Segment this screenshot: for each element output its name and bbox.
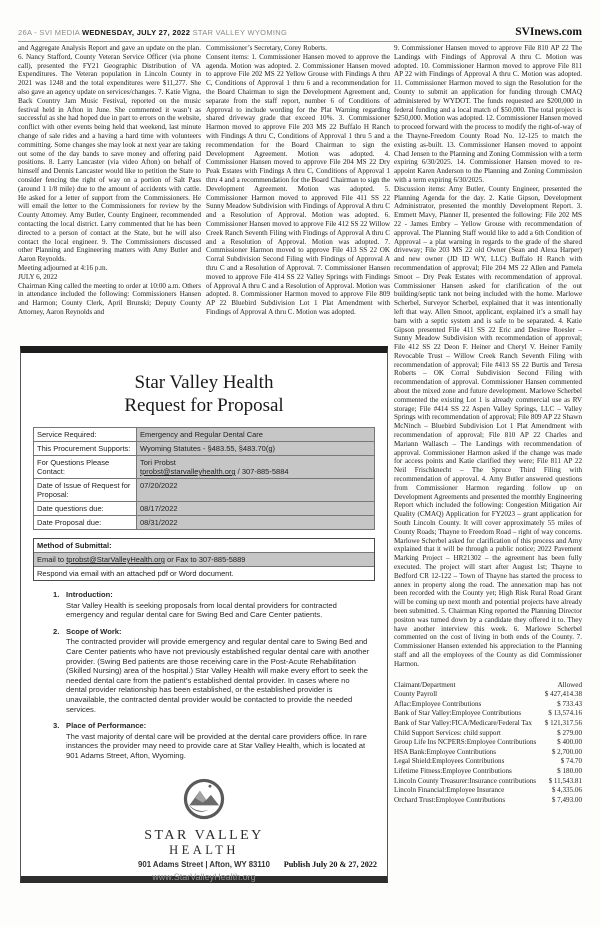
- rfp-ad-box: [20, 346, 388, 883]
- logo-website-link[interactable]: www.StarValleyHealth.org: [152, 871, 256, 882]
- news-paragraph: Meeting adjourned at 4:16 p.m.: [18, 263, 108, 272]
- rfp-info-label: Service Required:: [34, 428, 137, 441]
- section-number: 1.: [53, 590, 60, 599]
- claim-amount: $ 121,317.56: [544, 718, 582, 727]
- claims-header-row: [394, 681, 582, 691]
- rfp-title: [33, 371, 375, 417]
- claim-name: Bank of Star Valley:Employee Contributions: [394, 709, 522, 718]
- claim-row: [394, 767, 582, 777]
- logo-name-line2: HEALTH: [169, 842, 239, 857]
- contact-email-link[interactable]: tprobst@starvalleyhealth.org: [140, 467, 236, 476]
- rfp-info-value: Wyoming Statutes - §483.55, §483.70(g): [137, 442, 374, 455]
- claim-name: Lifetime Fitness:Employee Contributions: [394, 766, 512, 775]
- section-number: 3.: [53, 721, 60, 731]
- claim-amount: $ 733.43: [557, 699, 582, 708]
- method-email-row: Email to tprobst@StarValleyHealth.org or Fax to 307-885-5889: [34, 553, 374, 567]
- claims-table: [394, 681, 582, 806]
- claim-name: HSA Bank:Employee Contributions: [394, 747, 497, 756]
- claim-name: Child Support Services: child support: [394, 728, 501, 737]
- rfp-info-row: [34, 502, 374, 516]
- section-number: 2.: [53, 626, 60, 636]
- claim-row: [394, 690, 582, 700]
- section-body: Star Valley Health is seeking proposals from local dental providers for contracted emergency and regular dental care for Swing Bed and Care Center patients.: [66, 600, 337, 620]
- rfp-info-row: [34, 456, 374, 479]
- masthead: [18, 26, 582, 42]
- section-body: The vast majority of dental care will be provided at the dental care providers office. In rare instances the provider may need to provide care at Star Valley Health, which is located at 901 Adams Street, Afton, Wyoming.: [66, 731, 367, 760]
- claim-amount: $ 180.00: [557, 766, 582, 775]
- claim-row: [394, 738, 582, 748]
- rfp-info-value: 07/20/2022: [137, 479, 374, 501]
- section-heading: Introduction:: [66, 590, 113, 599]
- rfp-sections: [33, 590, 375, 761]
- news-paragraph: 9. Commissioner Hansen moved to approve File 810 AP 22 The Landings with Findings of Approval A thru C. Motion was adopted. 10. Commissioner Harmon moved to approve File 811 AP 22 with Findings of Approval A thru C. Motion was adopted. 11. Commissioner Harmon moved to sign the Resolution for the County to submit an application for funding through CMAQ administered by WYDOT. The funds requested are $200,000 in federal funding and a local match of $50,000. The total project is $250,000. Motion was adopted. 12. Commissioner Hansen moved to proceed forward with the process to modify the right-of-way of the Thayne-Freedom County Road No. 12-125 to match the existing as-built. 13. Commissioner Hansen moved to appoint Chad Jensen to the Planning and Zoning Commission with a term expiring 6/30/2025. 14. Commissioner Hansen moved to re- appoint Karen Anderson to the Planning and Zoning Commission with a term expiring 6/30/2025.: [394, 44, 582, 184]
- rfp-info-label: Date questions due:: [34, 502, 137, 515]
- news-paragraph: and Aggregate Analysis Report and gave an update on the plan. 6. Nancy Stafford, County Veteran Service Officer (via phone call), presented the FY21 Geographic Distribution of VA Expenditures. The Veteran population in Lincoln County in 2021 was 1248 and the total expenditures were $11,277. She also gave an agency update on services/changes. 7. Katie Vigna, Back Country Jam Music Festival, reported on the music festival held in Afton in June. She commented it wasn’t as successful as she had hoped due in part to errors on the website, conflict with other events being held that weekend, last minute change of sale rides and a having a hard time with volunteers committing. Some changes she may look at next year are taking out some of the day bands to save money and offering paid positions. 8. Larry Lancaster (via video Afton) on behalf of himself and Dennis Lancaster would like to petition the State to consider fencing the right of way on a portion of Salt Pass (around 1 1/8 mile) due to the amount of accidents with cattle. He asked for a letter of support from the Commissioners. He will email the letter to the Commissioners for review by the County Attorney. Amy Butler, County Engineer, recommended contacting the local district. Larry commented that he has been directed to a person of contact at the State, but he will also contact the local engineer. 9. The Commissioners discussed other Planning and Engineering matters with Amy Butler and Aaron Reynolds.: [18, 44, 201, 264]
- submittal-email-link[interactable]: tprobst@StarValleyHealth.org: [66, 555, 165, 564]
- claim-name: Orchard Trust:Employee Contributions: [394, 795, 506, 804]
- claim-amount: $ 11,543.81: [548, 776, 582, 785]
- claim-row: [394, 777, 582, 787]
- claim-row: [394, 709, 582, 719]
- page-label: 26A - SVI MEDIA: [18, 28, 80, 37]
- masthead-left: [18, 28, 287, 37]
- section-heading: Scope of Work:: [66, 626, 122, 636]
- rfp-section: [33, 721, 375, 760]
- claim-amount: $ 7,493.00: [551, 795, 582, 804]
- claim-amount: $ 427,414.38: [544, 690, 582, 699]
- claim-row: [394, 700, 582, 710]
- site-url: SVInews.com: [515, 26, 582, 38]
- claims-header-amount: Allowed: [557, 680, 582, 689]
- claim-row: [394, 748, 582, 758]
- news-paragraph: Chairman King called the meeting to order at 10:00 a.m. Others in attendance included the following: Commissioners Hansen and Harmon; County Clerk, April Brunski; Deputy County Attorney, Aaron Reynolds and: [18, 281, 201, 316]
- claim-name: Bank of Star Valley:FICA/Medicare/Federal Tax: [394, 718, 532, 727]
- claim-amount: $ 2,700.00: [551, 747, 582, 756]
- claim-row: [394, 729, 582, 739]
- claim-row: [394, 757, 582, 767]
- rfp-info-value: 08/17/2022: [137, 502, 374, 515]
- masthead-location: STAR VALLEY WYOMING: [192, 28, 288, 37]
- logo-name-line1: STAR VALLEY: [144, 827, 264, 843]
- claim-amount: $ 13,574.16: [548, 709, 582, 718]
- rfp-title-line2: Request for Proposal: [124, 395, 284, 416]
- issue-date: WEDNESDAY, JULY 27, 2022: [82, 28, 191, 37]
- claim-name: County Payroll: [394, 690, 438, 699]
- section-body: The contracted provider will provide emergency and regular dental care to Swing Bed and Care Center patients who have not previously established regular dental care with another provider. (Swing Bed patients are those receiving care in the Post-Acute Rehabilitation (Skilled Nursing) area of the hospital.) Star Valley Health will make every effort to seek the needed dental care from the patient’s established dental provider. In cases where no dental provider relationship has been established, or the established provider is unavailable, the contracted dental provider would be contacted to provide the needed services.: [66, 637, 370, 714]
- method-note: Respond via email with an attached pdf or Word document.: [34, 567, 374, 580]
- rfp-info-value: Tori Probst tprobst@starvalleyhealth.org / 307-885-5884: [137, 456, 374, 478]
- claim-amount: $ 74.70: [560, 757, 582, 766]
- logo-address: 901 Adams Street | Afton, WY 83110: [138, 859, 270, 869]
- news-column-2: [206, 44, 390, 317]
- claim-row: [394, 719, 582, 729]
- claim-name: Aflac:Employee Contributions: [394, 699, 482, 708]
- claim-row: [394, 796, 582, 806]
- rfp-info-row: [34, 516, 374, 530]
- news-paragraph: JULY 6, 2022: [18, 272, 58, 281]
- rfp-info-label: For Questions Please Contact:: [34, 456, 137, 478]
- publish-dates: Publish July 20 & 27, 2022: [283, 860, 377, 869]
- news-column-1: [18, 44, 201, 317]
- rfp-info-label: This Procurement Supports:: [34, 442, 137, 455]
- claim-name: Lincoln Financial:Employee Insurance: [394, 786, 505, 795]
- method-heading: Method of Submittal:: [34, 539, 374, 553]
- claim-name: Legal Shield:Employees Contributions: [394, 757, 505, 766]
- method-of-submittal-table: [33, 538, 375, 581]
- news-paragraph: Discussion items: Amy Butler, County Engineer, presented the Planning Agenda for the day. 2. Katie Gipson, Development Administrator, presented the monthly Development Report. 3. Emmett Mavy, Planner II, presented the following: File 202 MS 22 - James Embry – Yellow Grouse with recommendation of approval. The Planning Staff would like to add a 6th Condition of Approval – a plat warning in regards to the grade of the shared driveway; File 203 MS 22 old Owner (Sean and Alexa Harper) and new owner (JD ID WY, LLC) Buffalo H Ranch with recommendation of approval; File 204 MS 22 Allen and Pamela Smoot – Dry Peak Estates with recommendation of approval. Commissioner Hansen asked for clarification of the out building/septic tank not being included with the home. Marlowe Scherbel, Surveyor Scherbel, explained that it was intentionally left that way. Allen Smoot, applicant, explained it’s a small hay barn with a septic system and is safe to be separated. 4. Katie Gipson presented File 411 SS 22 Eric and Desiree Roesler – Sunny Meadow Subdivision with recommendation of approval; File 412 SS 22 Deon F. Heiner and Cheryl V. Heiner Family Revocable Trust – Willow Creek Ranch Seventh Filing with recommendation of approval; File #413 SS 22 Burtis and Teresa Roberts – OK Corral Subdivision Second Filing with recommendation of approval. Commissioner Hansen commented about the mixed zone and future development. Marlowe Scherbel commented the existing Lot 1 is already commercial use as RV storage; File #414 SS 22 Aspen Valley Springs, LLC – Valley Springs with recommendation of approval; File 809 AP 22 Shawn McNinch – Bluebird Subdivision Lot 1 Plat Amendment with recommendation of approval; File 810 AP 22 Charles and Mariann Wallasch – The Landings with recommendation of approval. Commissioner Harmon asked if the change was made for access points and Katie clarified they were; File 811 AP 22 Neil Frischknecht – The Spruce Third Filing with recommendation of approval. 4. Amy Butler answered questions from Commissioner Harmon regarding follow up on Development Agreements and presented the monthly Engineering Report which included the following: Congestion Mitigation Air Quality (CMAQ) Application for FY2023 – grant application for South Lincoln County. It will cover approximately 55 miles of County Roads; Thayne to Freedom Road – right of way concerns. Marlowe Scherbel asked for clarification of this process and Amy explained that it will be through a public notice; 2022 Pavement Marking Project – HR21302 – the agreement has been fully executed. The project will start after August 1st; Thayne to Bedford CR 12-122 – Town of Thayne has started the process to annex in property along the road. The annexation map has not been recorded with the County yet; High Risk Rural Road Grant will be coming up next month and potential projects have already been submitted. 5. Chairman King reported the Planning Director positon was turned down by a candidate they offered it to. They have another interview this week. 6. Marlowe Scherbel commented on the cost of living in both ends of the County. 7. Commissioner Hansen extended his appreciation to the Planning staff and all the employees of the County as did Commissioner Harmon.: [394, 184, 582, 668]
- rfp-info-label: Date of Issue of Request for Proposal:: [34, 479, 137, 501]
- claim-name: Group Life Ins NCPERS:Employee Contributions: [394, 738, 537, 747]
- news-paragraph: Commissioner’s Secretary, Corey Roberts.: [206, 44, 327, 52]
- section-heading: Place of Performance:: [66, 721, 147, 731]
- claim-amount: $ 400.00: [557, 738, 582, 747]
- rfp-section: [33, 627, 375, 714]
- rfp-info-row: [34, 479, 374, 502]
- rfp-info-label: Date Proposal due:: [34, 516, 137, 529]
- news-paragraph: Consent items: 1. Commissioner Hansen moved to approve the agenda. Motion was adopted. 2. Commissioner Hansen moved to approve File 202 MS 22 Yellow Grouse with Findings A thru C, Conditions of Approval 1 thru 6 and a recommendation for the Board Chairman to sign the Development Agreement and, separate from the staff report, number 6 of Conditions of Approval to include wording for the Plat Warning regarding shared driveway grade that exceed 10%. 3. Commissioner Harmon moved to approve File 203 MS 22 Buffalo H Ranch with Findings A thru C, Conditions of Approval 1 thru 5 and a recommendation for the Board Chairman to sign the Development Agreement. Motion was adopted. 4. Commissioner Hansen moved to approve File 204 MS 22 Dry Peak Estates with Findings A thru C, Conditions of Approval 1 thru 4 and a recommendation for the Board Chairman to sign the Development Agreement. Motion was adopted. 5. Commissioner Harmon moved to approved File 411 SS 22 Sunny Meadow Subdivision with Findings of Approval A thru C and a Resolution of Approval. Motion was adopted. 6. Commissioner Hansen moved to approve File 412 SS 22 Willow Creek Ranch Seventh Filing with Findings of Approval A thru C and a Resolution of Approval. Motion was adopted. 7. Commissioner Harmon moved to approve File 413 SS 22 OK Corral Subdivision Second Filing with Findings of Approval A thru C and a Resolution of Approval. 7. Commissioner Hansen moved to approve File 414 SS 22 Valley Springs with Findings of Approval A thru C and a Resolution of Approval. Motion was adopted. 8. Commissioner Harmon moved to approve File 809 AP 22 Bluebird Subdivision Lot 1 Plat Amendment with Findings of Approval A thru C. Motion was adopted.: [206, 52, 390, 316]
- news-column-3: [394, 44, 582, 805]
- rfp-section: [33, 590, 375, 620]
- rfp-info-row: [34, 442, 374, 456]
- claims-header-name: Claimant/Department: [394, 680, 456, 689]
- claim-name: Lincoln County Treasurer:Insurance contributions: [394, 776, 537, 785]
- claim-amount: $ 4,335.06: [551, 786, 582, 795]
- rfp-info-value: 08/31/2022: [137, 516, 374, 529]
- rfp-info-value: Emergency and Regular Dental Care: [137, 428, 374, 441]
- claim-row: [394, 786, 582, 796]
- rfp-title-line1: Star Valley Health: [134, 372, 274, 393]
- rfp-info-table: [33, 427, 375, 530]
- rfp-info-row: [34, 428, 374, 442]
- mountain-logo-icon: [182, 777, 226, 821]
- claim-amount: $ 279.00: [557, 728, 582, 737]
